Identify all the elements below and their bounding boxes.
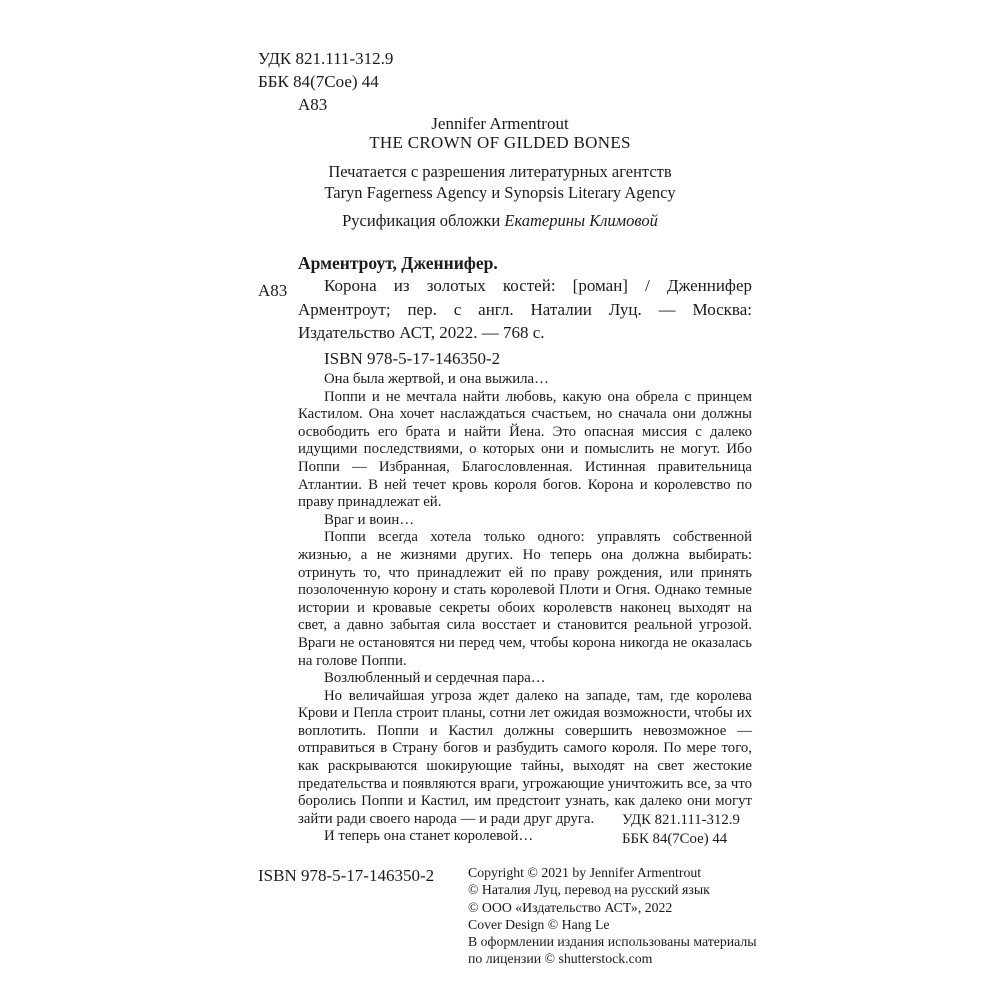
permission-line-1: Печатается с разрешения литературных агентств bbox=[328, 162, 672, 181]
catalog-description-line: Корона из золотых костей: [роман] / Дженнифер bbox=[324, 276, 752, 295]
footer-bbk-code: ББК 84(7Сое) 44 bbox=[622, 831, 728, 847]
annotation bbox=[298, 371, 752, 846]
copyright-line: по лицензии © shutterstock.com bbox=[468, 951, 653, 967]
annotation-paragraph: Но величайшая угроза ждет далеко на западе, там, где королева Крови и Пепла строит планы, сотни лет ожидая возможности, чтобы их воплотить. Поппи и Кастил должны совершить невозможное — отправиться в Страну богов и разбудить самого короля. По мере того, как раскрываются шокирующие тайны, выходят на свет жестокие предательства и появляются враги, угрожающие уничтожить все, за что боролись Поппи и Кастил, им предстоит узнать, как далеко они могут зайти ради своего народа — и ради друг друга. bbox=[298, 687, 752, 827]
footer-udk-code: УДК 821.111-312.9 bbox=[622, 812, 740, 828]
copyright-line: Cover Design © Hang Le bbox=[468, 916, 610, 932]
bbk-code: ББК 84(7Сое) 44 bbox=[258, 72, 379, 91]
udk-code: УДК 821.111-312.9 bbox=[258, 49, 394, 68]
cover-credit-prefix: Русификация обложки bbox=[342, 211, 505, 230]
original-title: THE CROWN OF GILDED BONES bbox=[369, 133, 631, 152]
copyright-line: © Наталия Луц, перевод на русский язык bbox=[468, 882, 710, 898]
annotation-paragraph: Поппи и не мечтала найти любовь, какую она обрела с принцем Кастилом. Она хочет наслаждаться счастьем, но сначала они должны освободить его брата и найти Йена. Это опасная миссия с далеко идущими последствиями, о которых они и помыслить не могут. Ибо Поппи — Избранная, Благословленная. Истинная правительница Атлантии. В ней течет кровь короля богов. Корона и королевство по праву принадлежат ей. bbox=[298, 388, 752, 511]
catalog-description-line: Издательство АСТ, 2022. — 768 с. bbox=[298, 323, 545, 342]
annotation-paragraph: Она была жертвой, и она выжила… bbox=[324, 371, 549, 387]
annotation-paragraph: И теперь она станет королевой… bbox=[324, 828, 534, 845]
catalog-margin-code: А83 bbox=[258, 281, 288, 300]
copyright-line: Copyright © 2021 by Jennifer Armentrout bbox=[468, 865, 702, 880]
catalog-description bbox=[298, 274, 752, 345]
original-author: Jennifer Armentrout bbox=[431, 114, 569, 133]
bottom-isbn: ISBN 978-5-17-146350-2 bbox=[258, 866, 435, 885]
cover-credit-name: Екатерины Климовой bbox=[504, 211, 658, 230]
author-code: А83 bbox=[298, 95, 328, 114]
copyright-line: © ООО «Издательство АСТ», 2022 bbox=[468, 899, 673, 915]
annotation-paragraph: Враг и воин… bbox=[324, 511, 415, 528]
copyright-block bbox=[468, 864, 757, 968]
permission-line-2: Taryn Fagerness Agency и Synopsis Literary Agency bbox=[324, 183, 676, 202]
annotation-paragraph: Возлюбленный и сердечная пара… bbox=[324, 670, 546, 687]
catalog-isbn: ISBN 978-5-17-146350-2 bbox=[324, 349, 501, 368]
cover-credit bbox=[0, 211, 1000, 231]
catalog-author-heading: Арментроут, Дженнифер. bbox=[298, 253, 498, 273]
annotation-paragraph: Поппи всегда хотела только одного: управлять собственной жизнью, а не жизнями других. Но теперь она должна выбирать: отринуть то, что принадлежит ей по праву рождения, или принять позолоченную корону и стать королевой Плоти и Огня. Однако темные истории и кровавые секреты обоих королевств наконец выходят на свет, а давно забытая сила восстает и становится реальной угрозой. Враги не остановятся ни перед чем, чтобы корона никогда не оказалась на голове Поппи. bbox=[298, 529, 752, 669]
catalog-description-line: Арментроут; пер. с англ. Наталии Луц. — Москва: bbox=[298, 299, 752, 319]
copyright-line: В оформлении издания использованы материалы bbox=[468, 934, 757, 950]
